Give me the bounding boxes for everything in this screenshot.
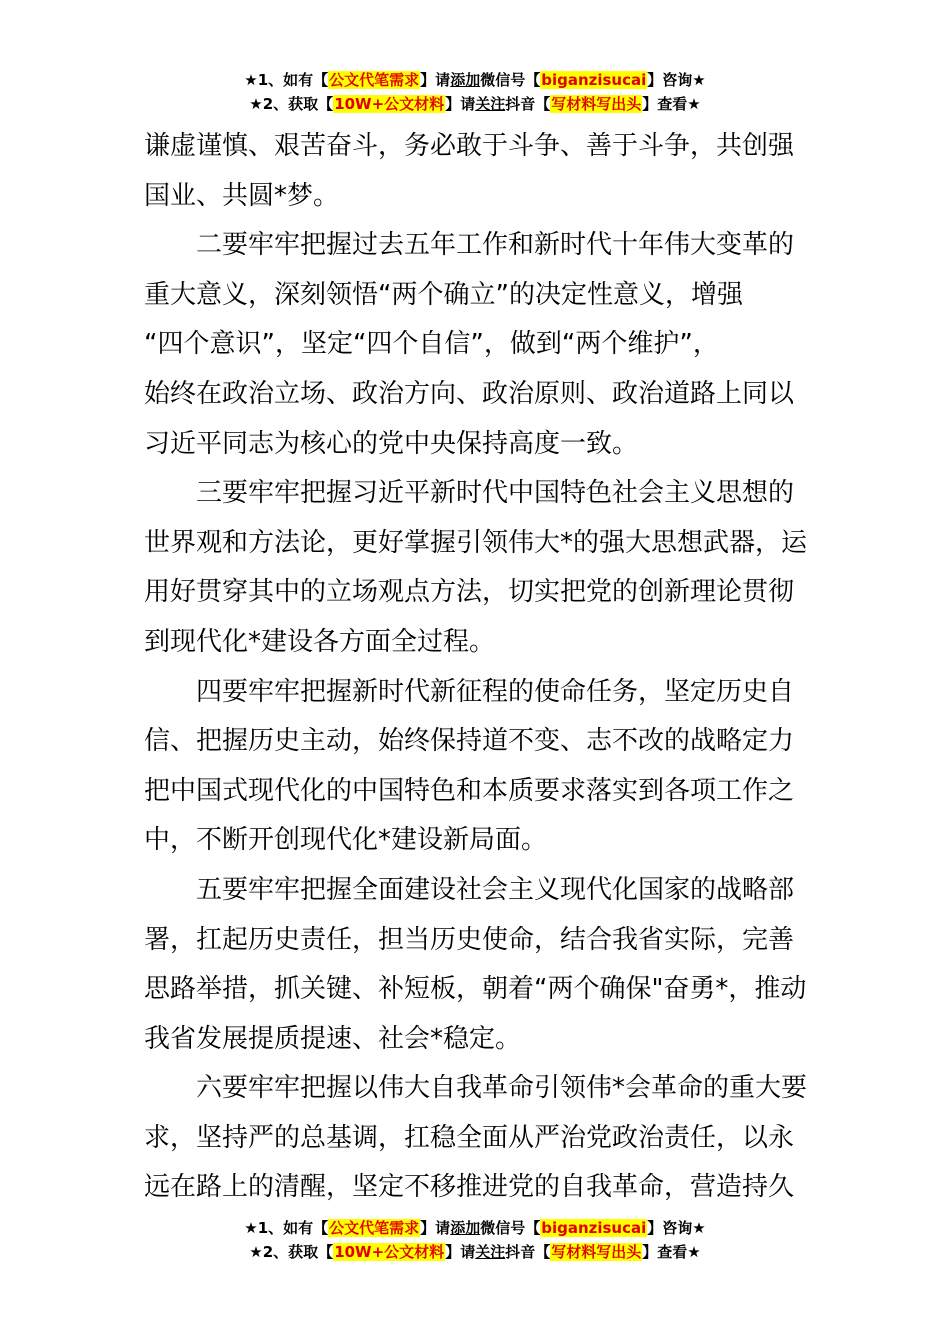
body-line: 我省发展提质提速、社会*稳定。 (144, 1023, 522, 1054)
body-line: 习近平同志为核心的党中央保持高度一致。 (144, 428, 639, 459)
banner-text: 】请 (445, 1243, 476, 1261)
body-line: “四个意识”，坚定“四个自信”，做到“两个维护”， (144, 329, 719, 360)
paragraph-start: 五要牢牢把握全面建设社会主义现代化国家的战略部 (196, 874, 795, 905)
body-line: 信、把握历史主动，始终保持道不变、志不改的战略定力 (144, 726, 795, 757)
body-line: 把中国式现代化的中国特色和本质要求落实到各项工作之 (144, 775, 795, 806)
banner-text: 】查看★ (642, 1243, 701, 1261)
banner-text: ★1、如有【 (244, 1219, 329, 1237)
body-line: 中，不断开创现代化*建设新局面。 (144, 825, 548, 856)
banner-underlined: 关注 (475, 1243, 506, 1261)
banner-highlight: biganzisucai (541, 71, 647, 89)
banner-text: 】查看★ (642, 95, 701, 113)
body-line: 到现代化*建设各方面全过程。 (144, 626, 496, 657)
banner-text: 】请 (420, 1219, 451, 1237)
body-line: 思路举措，抓关键、补短板，朝着“两个确保"奋勇*，推动 (144, 974, 807, 1005)
paragraph-start: 二要牢牢把握过去五年工作和新时代十年伟大变革的 (196, 230, 795, 261)
banner-text: 】请 (445, 95, 476, 113)
banner-text: ★1、如有【 (244, 71, 329, 89)
footer-banner (0, 1216, 950, 1264)
body-line: 国业、共圆*梦。 (144, 180, 340, 211)
body-line: 求，坚持严的总基调，扛稳全面从严治党政治责任，以永 (144, 1122, 795, 1153)
body-line: 世界观和方法论，更好掌握引领伟大*的强大思想武器，运 (144, 527, 808, 558)
body-line: 远在路上的清醒，坚定不移推进党的自我革命，营造持久 (144, 1172, 795, 1203)
banner-text: 抖音【 (505, 95, 551, 113)
banner-highlight: biganzisucai (541, 1219, 647, 1237)
banner-text: 】咨询★ (647, 1219, 706, 1237)
paragraph-start: 六要牢牢把握以伟大自我革命引领伟*会革命的重大要 (196, 1073, 808, 1104)
document-body (144, 122, 808, 1213)
banner-highlight: 10W+公文材料 (334, 95, 445, 113)
banner-line-1 (0, 68, 950, 92)
banner-text: 微信号【 (480, 71, 541, 89)
body-line: 用好贯穿其中的立场观点方法，切实把党的创新理论贯彻 (144, 577, 795, 608)
body-line: 谦虚谨慎、艰苦奋斗，务必敢于斗争、善于斗争，共创强 (144, 131, 795, 161)
paragraph-start: 四要牢牢把握新时代新征程的使命任务，坚定历史自 (196, 676, 795, 707)
banner-text: ★2、获取【 (249, 1243, 334, 1261)
banner-line-1 (0, 1216, 950, 1240)
banner-underlined: 添加 (450, 71, 481, 89)
banner-text: 】咨询★ (647, 71, 706, 89)
body-line: 始终在政治立场、政治方向、政治原则、政治道路上同以 (144, 378, 795, 409)
banner-line-2 (0, 1240, 950, 1264)
banner-highlight: 写材料写出头 (551, 1243, 642, 1261)
banner-highlight: 公文代笔需求 (329, 71, 420, 89)
banner-highlight: 公文代笔需求 (329, 1219, 420, 1237)
header-banner (0, 68, 950, 116)
banner-text: 抖音【 (505, 1243, 551, 1261)
banner-text: 微信号【 (480, 1219, 541, 1237)
body-line: 重大意义，深刻领悟“两个确立”的决定性意义，增强 (144, 279, 743, 310)
body-line: 署，扛起历史责任，担当历史使命，结合我省实际，完善 (144, 924, 795, 955)
banner-text: ★2、获取【 (249, 95, 334, 113)
banner-underlined: 添加 (450, 1219, 481, 1237)
banner-highlight: 10W+公文材料 (334, 1243, 445, 1261)
banner-highlight: 写材料写出头 (551, 95, 642, 113)
banner-line-2 (0, 92, 950, 116)
banner-text: 】请 (420, 71, 451, 89)
paragraph-start: 三要牢牢把握习近平新时代中国特色社会主义思想的 (196, 478, 795, 509)
banner-underlined: 关注 (475, 95, 506, 113)
